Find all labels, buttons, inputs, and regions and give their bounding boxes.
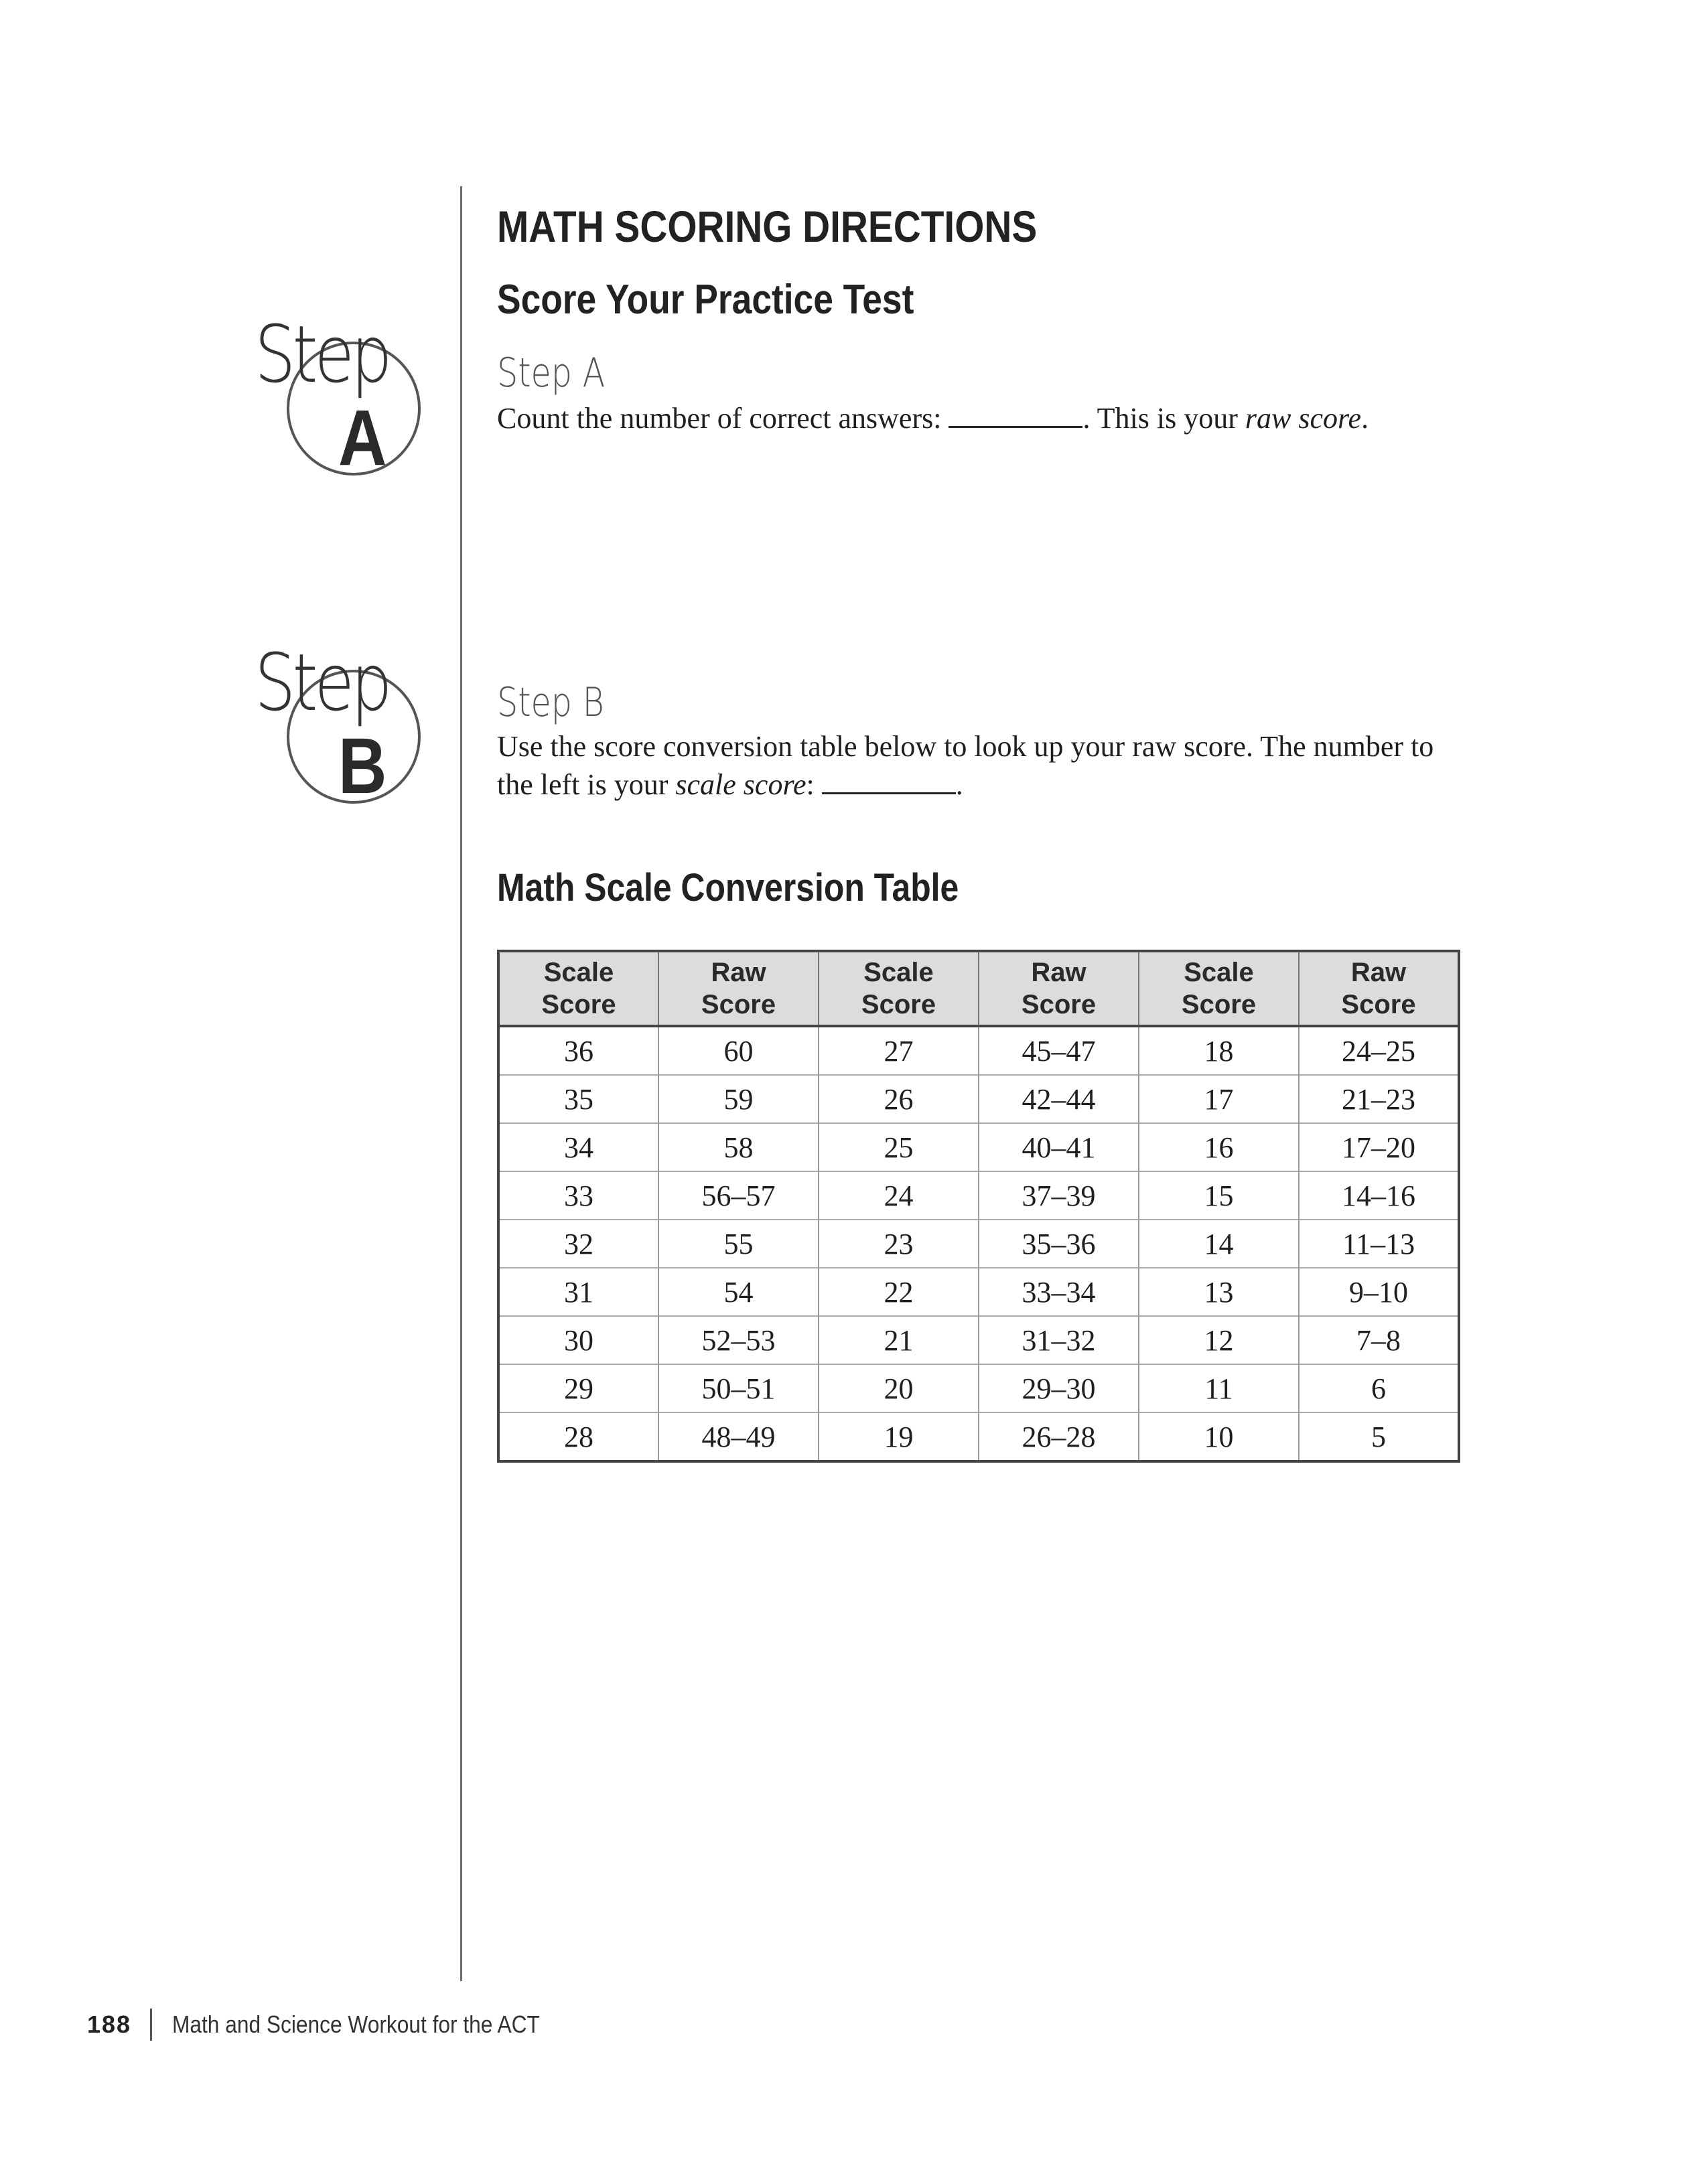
table-row (498, 1220, 1459, 1268)
table-cell: 55 (658, 1220, 819, 1268)
table-cell: 60 (658, 1026, 819, 1075)
table-cell: 14–16 (1299, 1171, 1459, 1220)
table-cell: 42–44 (979, 1075, 1139, 1123)
table-cell: 29–30 (979, 1364, 1139, 1412)
step-a-text-before: Count the number of correct answers: (497, 402, 949, 435)
table-cell: 14 (1139, 1220, 1299, 1268)
table-cell: 26 (819, 1075, 979, 1123)
table-cell: 37–39 (979, 1171, 1139, 1220)
table-cell: 9–10 (1299, 1268, 1459, 1316)
table-row (498, 1412, 1459, 1461)
page-footer (87, 2008, 590, 2041)
step-b-text-end: . (955, 768, 963, 801)
table-cell: 18 (1139, 1026, 1299, 1075)
step-b-marker-letter: B (338, 722, 387, 810)
header-line: Score (1021, 990, 1097, 1019)
header-cell (498, 951, 658, 1026)
step-a-marker (201, 308, 469, 516)
raw-score-blank (949, 419, 1082, 428)
table-cell: 31 (498, 1268, 658, 1316)
step-b-text-emph: scale score (675, 768, 806, 801)
header-line: Raw (1031, 958, 1086, 987)
table-cell: 26–28 (979, 1412, 1139, 1461)
table-cell: 35–36 (979, 1220, 1139, 1268)
table-cell: 59 (658, 1075, 819, 1123)
header-line: Raw (1350, 958, 1407, 987)
table-cell: 15 (1139, 1171, 1299, 1220)
step-b-text-after: : (806, 768, 822, 801)
table-cell: 24–25 (1299, 1026, 1459, 1075)
table-cell: 35 (498, 1075, 658, 1123)
header-line: Score (861, 990, 936, 1019)
page-heading: MATH SCORING DIRECTIONS (497, 202, 1038, 251)
table-cell: 7–8 (1299, 1316, 1459, 1364)
step-a-title: Step A (497, 350, 606, 396)
table-cell: 27 (819, 1026, 979, 1075)
table-header-row (498, 951, 1459, 1026)
header-line: Score (1341, 990, 1416, 1019)
table-cell: 11 (1139, 1364, 1299, 1412)
header-line: Score (1181, 990, 1257, 1019)
table-cell: 54 (658, 1268, 819, 1316)
table-row (498, 1268, 1459, 1316)
table-cell: 50–51 (658, 1364, 819, 1412)
table-cell: 45–47 (979, 1026, 1139, 1075)
table-cell: 17 (1139, 1075, 1299, 1123)
table-cell: 30 (498, 1316, 658, 1364)
table-cell: 52–53 (658, 1316, 819, 1364)
conversion-table (497, 950, 1460, 1463)
step-a-text-emph: raw score (1245, 402, 1362, 435)
table-cell: 28 (498, 1412, 658, 1461)
table-cell: 13 (1139, 1268, 1299, 1316)
table-cell: 33 (498, 1171, 658, 1220)
table-row (498, 1316, 1459, 1364)
table-cell: 16 (1139, 1123, 1299, 1171)
table-cell: 21 (819, 1316, 979, 1364)
step-b-text-before: Use the score conversion table below to look up your raw score. The number to the left is your (497, 730, 1434, 801)
table-row (498, 1364, 1459, 1412)
table-cell: 5 (1299, 1412, 1459, 1461)
table-cell: 20 (819, 1364, 979, 1412)
step-b-text (497, 727, 1468, 804)
header-line: Score (541, 990, 616, 1019)
table-row (498, 1123, 1459, 1171)
table-cell: 12 (1139, 1316, 1299, 1364)
table-cell: 23 (819, 1220, 979, 1268)
table-title: Math Scale Conversion Table (497, 866, 959, 909)
step-a-text-middle: . This is your (1082, 402, 1245, 435)
header-cell (1299, 951, 1459, 1026)
table-cell: 22 (819, 1268, 979, 1316)
table-cell: 32 (498, 1220, 658, 1268)
table-row (498, 1075, 1459, 1123)
table-cell: 10 (1139, 1412, 1299, 1461)
step-a-marker-word: Step (255, 308, 389, 401)
table-cell: 21–23 (1299, 1075, 1459, 1123)
table-cell: 24 (819, 1171, 979, 1220)
table-cell: 48–49 (658, 1412, 819, 1461)
table-cell: 40–41 (979, 1123, 1139, 1171)
header-line: Raw (711, 958, 766, 987)
table-cell: 11–13 (1299, 1220, 1459, 1268)
step-a-marker-letter: A (338, 394, 387, 482)
footer-separator (150, 2009, 152, 2041)
table-cell: 36 (498, 1026, 658, 1075)
table-cell: 58 (658, 1123, 819, 1171)
page-subheading: Score Your Practice Test (497, 277, 914, 323)
step-b-marker-word: Step (255, 636, 389, 729)
table-cell: 6 (1299, 1364, 1459, 1412)
table-cell: 25 (819, 1123, 979, 1171)
header-line: Score (701, 990, 776, 1019)
header-cell (819, 951, 979, 1026)
table-cell: 17–20 (1299, 1123, 1459, 1171)
header-cell (979, 951, 1139, 1026)
header-line: Scale (1184, 958, 1254, 987)
table-row (498, 1171, 1459, 1220)
table-cell: 56–57 (658, 1171, 819, 1220)
table-cell: 29 (498, 1364, 658, 1412)
header-line: Scale (543, 958, 614, 987)
table-row (498, 1026, 1459, 1075)
table-cell: 34 (498, 1123, 658, 1171)
book-title: Math and Science Workout for the ACT (172, 2011, 540, 2038)
header-line: Scale (863, 958, 934, 987)
table-cell: 31–32 (979, 1316, 1139, 1364)
table-cell: 33–34 (979, 1268, 1139, 1316)
step-b-title: Step B (497, 679, 604, 726)
scale-score-blank (822, 786, 956, 794)
header-cell (658, 951, 819, 1026)
step-a-text-end: . (1361, 402, 1369, 435)
step-b-marker (201, 636, 469, 844)
table-cell: 19 (819, 1412, 979, 1461)
step-a-text (497, 399, 1468, 437)
page-number: 188 (87, 2011, 132, 2038)
header-cell (1139, 951, 1299, 1026)
